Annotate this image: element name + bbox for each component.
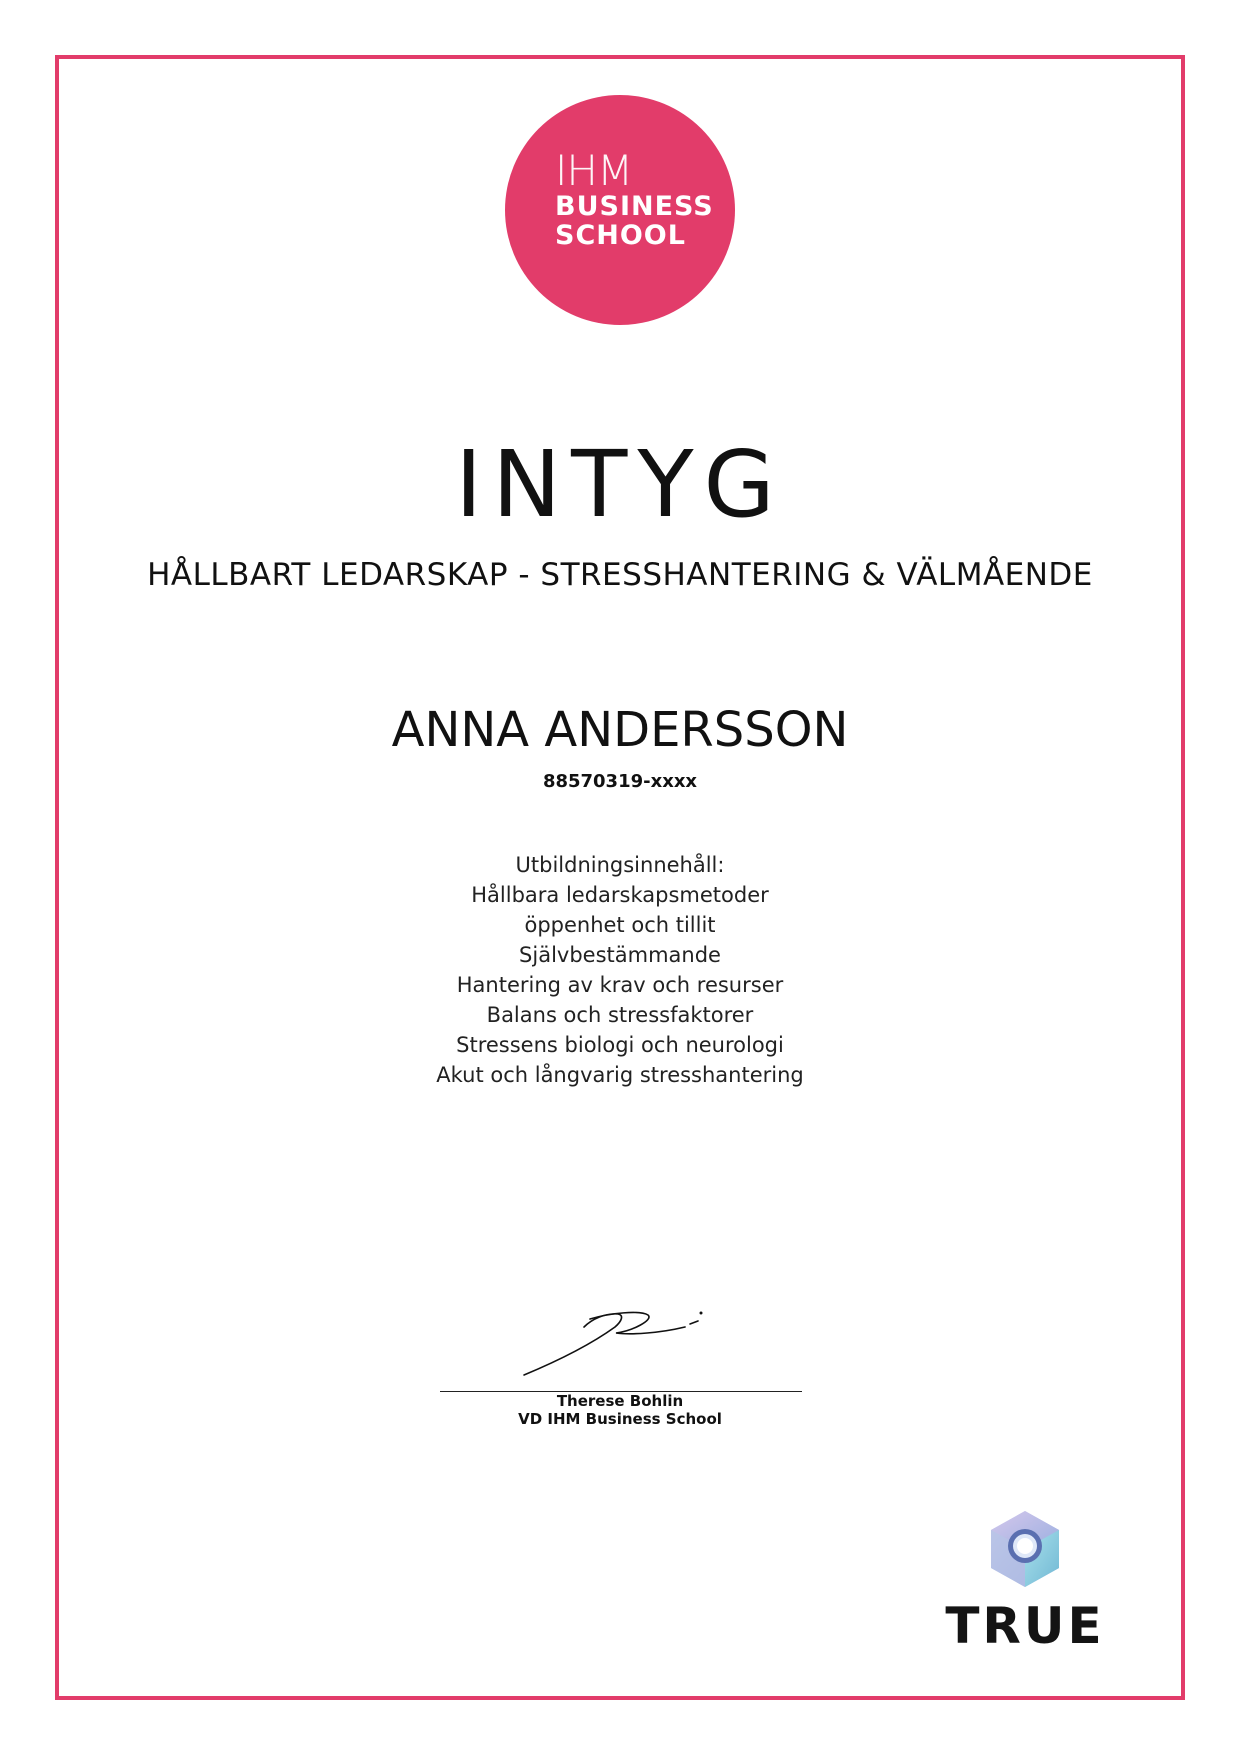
course-content-item: Hållbara ledarskapsmetoder <box>471 883 769 907</box>
course-content-heading: Utbildningsinnehåll: <box>515 853 725 877</box>
course-content-item: Hantering av krav och resurser <box>456 973 784 997</box>
cube-ring-icon <box>985 1508 1065 1590</box>
course-content <box>0 850 1240 1090</box>
true-logo-text: TRUE <box>945 1597 1105 1655</box>
handwritten-signature <box>520 1305 720 1385</box>
signer-title: VD IHM Business School <box>518 1410 722 1428</box>
course-content-item: Självbestämmande <box>519 943 721 967</box>
signer-name: Therese Bohlin <box>556 1392 684 1410</box>
course-title: HÅLLBART LEDARSKAP - STRESSHANTERING & VÄLMÅENDE <box>147 557 1093 593</box>
certificate-title: INTYG <box>455 431 785 538</box>
course-content-item: öppenhet och tillit <box>524 913 716 937</box>
recipient-id: 88570319-xxxx <box>542 771 698 792</box>
logo-school-text: SCHOOL <box>555 220 686 251</box>
logo-ihm-text: IHM <box>555 146 633 195</box>
recipient-name: ANNA ANDERSSON <box>391 702 849 758</box>
logo-business-text: BUSINESS <box>555 191 714 222</box>
course-content-item: Stressens biologi och neurologi <box>456 1033 784 1057</box>
course-content-item: Akut och långvarig stresshantering <box>436 1063 804 1087</box>
ihm-business-school-logo <box>505 95 735 325</box>
course-content-item: Balans och stressfaktorer <box>486 1003 754 1027</box>
